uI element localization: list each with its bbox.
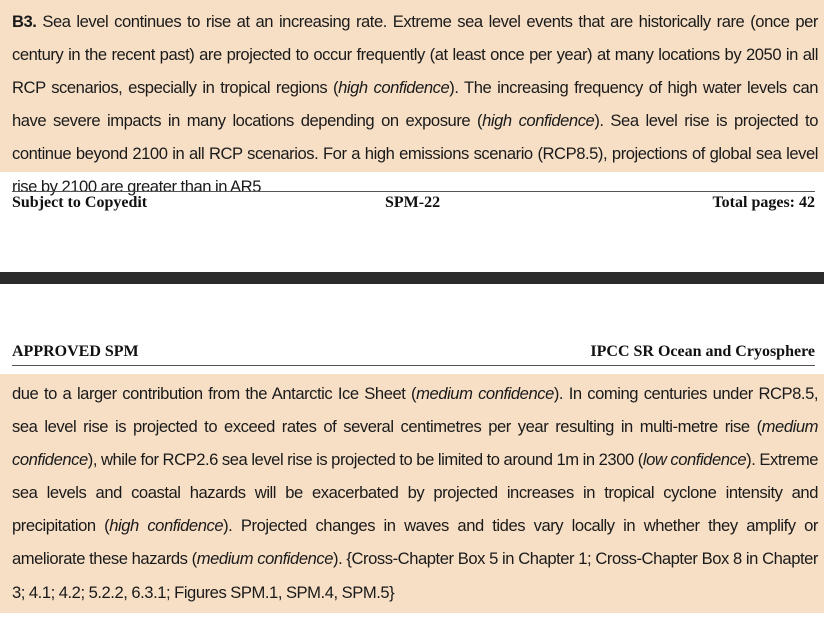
text-segment: due to a larger contribution from the Antarctic Ice Sheet ( [12,384,417,403]
text-segment: ), while for RCP2.6 sea level rise is projected to be limited to around 1m in 2300 ( [87,450,643,470]
confidence-qualifier: medium confidence [416,384,554,403]
footer-total-pages: Total pages: 42 [712,194,815,211]
text-segment: ). {Cross-Chapter Box 5 in Chapter 1; Cross-Chapter Box 8 in Chapter 3; 4.1; 4.2; 5.2.2, 6.3.1; Figures SPM.1, SPM.4, SPM.5} [12,549,818,602]
text-segment: ). The increasing frequency of high water levels can have severe impacts in many locations depending on exposure ( [12,78,819,131]
header-report-title: IPCC SR Ocean and Cryosphere [590,343,815,360]
footer-copyedit-note: Subject to Copyedit [12,194,148,211]
highlighted-text-box-top [0,0,824,197]
footer-page-number: SPM-22 [385,194,441,211]
page-break-bar [0,272,824,284]
confidence-qualifier: low confidence [642,450,747,470]
paragraph-label: B3. [12,12,37,31]
text-segment: ). Sea level rise is projected to continue beyond 2100 in all RCP scenarios. For a high emissions scenario (RCP8.5), projections of global sea level rise by 2100 are greater than in AR5 [12,111,818,197]
paragraph-b3-part2 [12,377,818,609]
confidence-qualifier: high confidence [338,78,450,98]
confidence-qualifier: high confidence [109,516,224,536]
page-header [12,343,815,365]
confidence-qualifier: medium confidence [196,549,334,569]
footer-divider [12,191,815,192]
header-approved-spm: APPROVED SPM [12,343,139,360]
text-segment: ). Extreme sea levels and coastal hazards will be exacerbated by projected increases in tropical cyclone intensity and precipitation ( [12,450,819,536]
highlighted-text-box-bottom [0,374,824,613]
header-divider [12,365,815,366]
text-segment: ). In coming centuries under RCP8.5, sea level rise is projected to exceed rates of several centimetres per year resulting in multi-metre rise ( [12,384,819,437]
confidence-qualifier: medium confidence [12,417,818,470]
text-segment: ). Projected changes in waves and tides vary locally in whether they amplify or ameliorate these hazards ( [12,516,818,569]
paragraph-b3-part1 [12,5,818,204]
confidence-qualifier: high confidence [482,111,595,131]
text-segment: Sea level continues to rise at an increasing rate. Extreme sea level events that are historically rare (once per century in the recent past) are projected to occur frequently (at least once per year) at many locations by 2050 in all RCP scenarios, especially in tropical regions ( [12,12,818,98]
page-footer [12,194,815,216]
